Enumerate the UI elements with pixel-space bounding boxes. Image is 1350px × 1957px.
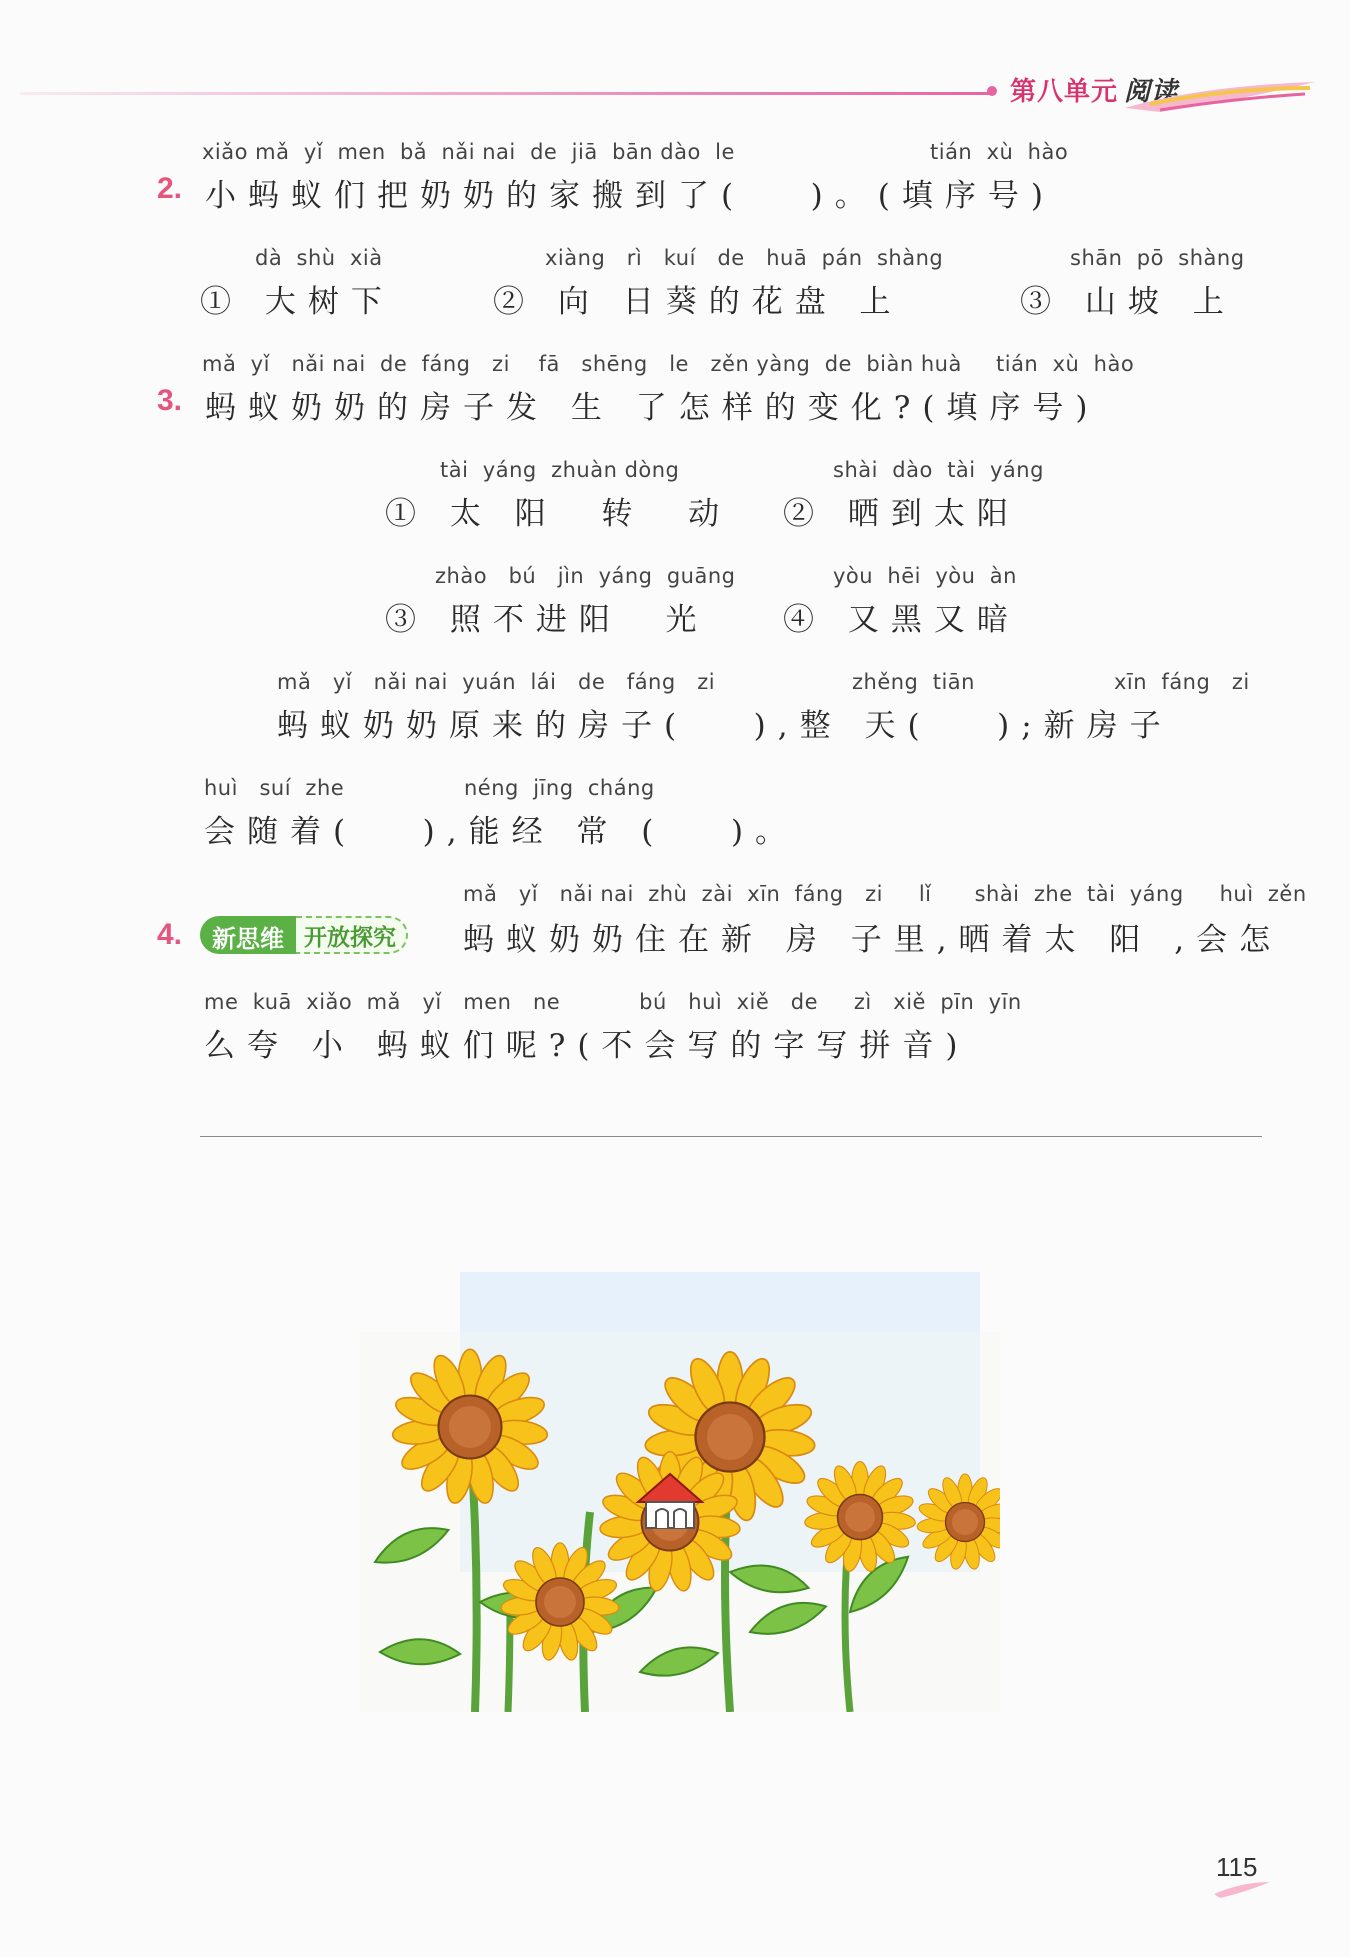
q2-option1-pinyin: dà shù xià xyxy=(255,246,383,270)
q2-number: 2. xyxy=(157,172,183,205)
q3-fill2-pinyin-a: huì suí zhe xyxy=(204,776,345,800)
q2-text: 小蚂蚁们把奶奶的家搬到了( )。(填序号) xyxy=(205,178,1055,214)
page-number: 115 xyxy=(1216,1852,1258,1882)
q3-option3: ③ 照不进阳 光 xyxy=(385,602,709,638)
q3-option2-pinyin: shài dào tài yáng xyxy=(833,458,1044,482)
q3-fill1-pinyin-a: mǎ yǐ nǎi nai yuán lái de fáng zi xyxy=(277,670,716,694)
q3-option2: ② 晒到太阳 xyxy=(783,496,1020,532)
header-unit: 第八单元 xyxy=(1010,77,1119,107)
q3-fill1-text: 蚂蚁奶奶原来的房子( ),整 天( );新房子 xyxy=(277,708,1173,744)
q4-badge xyxy=(200,916,408,954)
q2-option1: ① 大树下 xyxy=(200,284,394,320)
q3-fill1-pinyin-b: zhěng tiān xyxy=(852,670,975,694)
q3-pinyin-tail: tián xù hào xyxy=(996,352,1135,376)
q3-fill2-text: 会随着( ),能经 常 ( )。 xyxy=(204,814,799,850)
q4-pinyin-line1: mǎ yǐ nǎi nai zhù zài xīn fáng zi lǐ shài zhe tài yáng huì zěn xyxy=(463,882,1307,906)
answer-line[interactable] xyxy=(200,1136,1262,1137)
q3-option4-pinyin: yòu hēi yòu àn xyxy=(833,564,1017,588)
header-section: 阅读 xyxy=(1124,77,1179,107)
q3-option1-pinyin: tài yáng zhuàn dòng xyxy=(440,458,680,482)
q4-pinyin-line2: me kuā xiǎo mǎ yǐ men ne bú huì xiě de zì xiě pīn yīn xyxy=(204,990,1022,1014)
q2-pinyin-tail: tián xù hào xyxy=(930,140,1069,164)
q2-option2-pinyin: xiàng rì kuí de huā pán shàng xyxy=(545,246,944,270)
q3-fill1-pinyin-c: xīn fáng zi xyxy=(1114,670,1250,694)
q3-option3-pinyin: zhào bú jìn yáng guāng xyxy=(435,564,736,588)
q3-fill2-pinyin-b: néng jīng cháng xyxy=(464,776,655,800)
header-dot xyxy=(987,86,997,96)
q3-pinyin: mǎ yǐ nǎi nai de fáng zi fā shēng le zěn yàng de biàn huà xyxy=(202,352,962,376)
q4-text-line2: 么夸 小 蚂蚁们呢?(不会写的字写拼音) xyxy=(204,1028,970,1064)
q3-option4: ④ 又黑又暗 xyxy=(783,602,1020,638)
page-number-swoosh-icon xyxy=(1212,1878,1272,1900)
q4-number: 4. xyxy=(157,918,183,951)
q4-badge-sub: 开放探究 xyxy=(296,916,408,954)
q3-text: 蚂蚁奶奶的房子发 生 了怎样的变化?(填序号) xyxy=(205,390,1100,426)
q2-option2: ② 向 日葵的花盘 上 xyxy=(493,284,903,320)
q4-text-line1: 蚂蚁奶奶住在新 房 子里,晒着太 阳 ,会怎 xyxy=(463,922,1283,958)
q2-option3-pinyin: shān pō shàng xyxy=(1070,246,1245,270)
q3-number: 3. xyxy=(157,384,183,417)
q2-pinyin: xiǎo mǎ yǐ men bǎ nǎi nai de jiā bān dào le xyxy=(202,140,735,164)
header-rule xyxy=(20,92,995,95)
q4-badge-main: 新思维 xyxy=(200,916,296,954)
header-swoosh-icon xyxy=(1120,76,1320,116)
q3-option1: ① 太 阳 转 动 xyxy=(385,496,732,532)
q2-option3: ③ 山坡 上 xyxy=(1020,284,1236,320)
sunflower-illustration xyxy=(360,1272,1000,1712)
